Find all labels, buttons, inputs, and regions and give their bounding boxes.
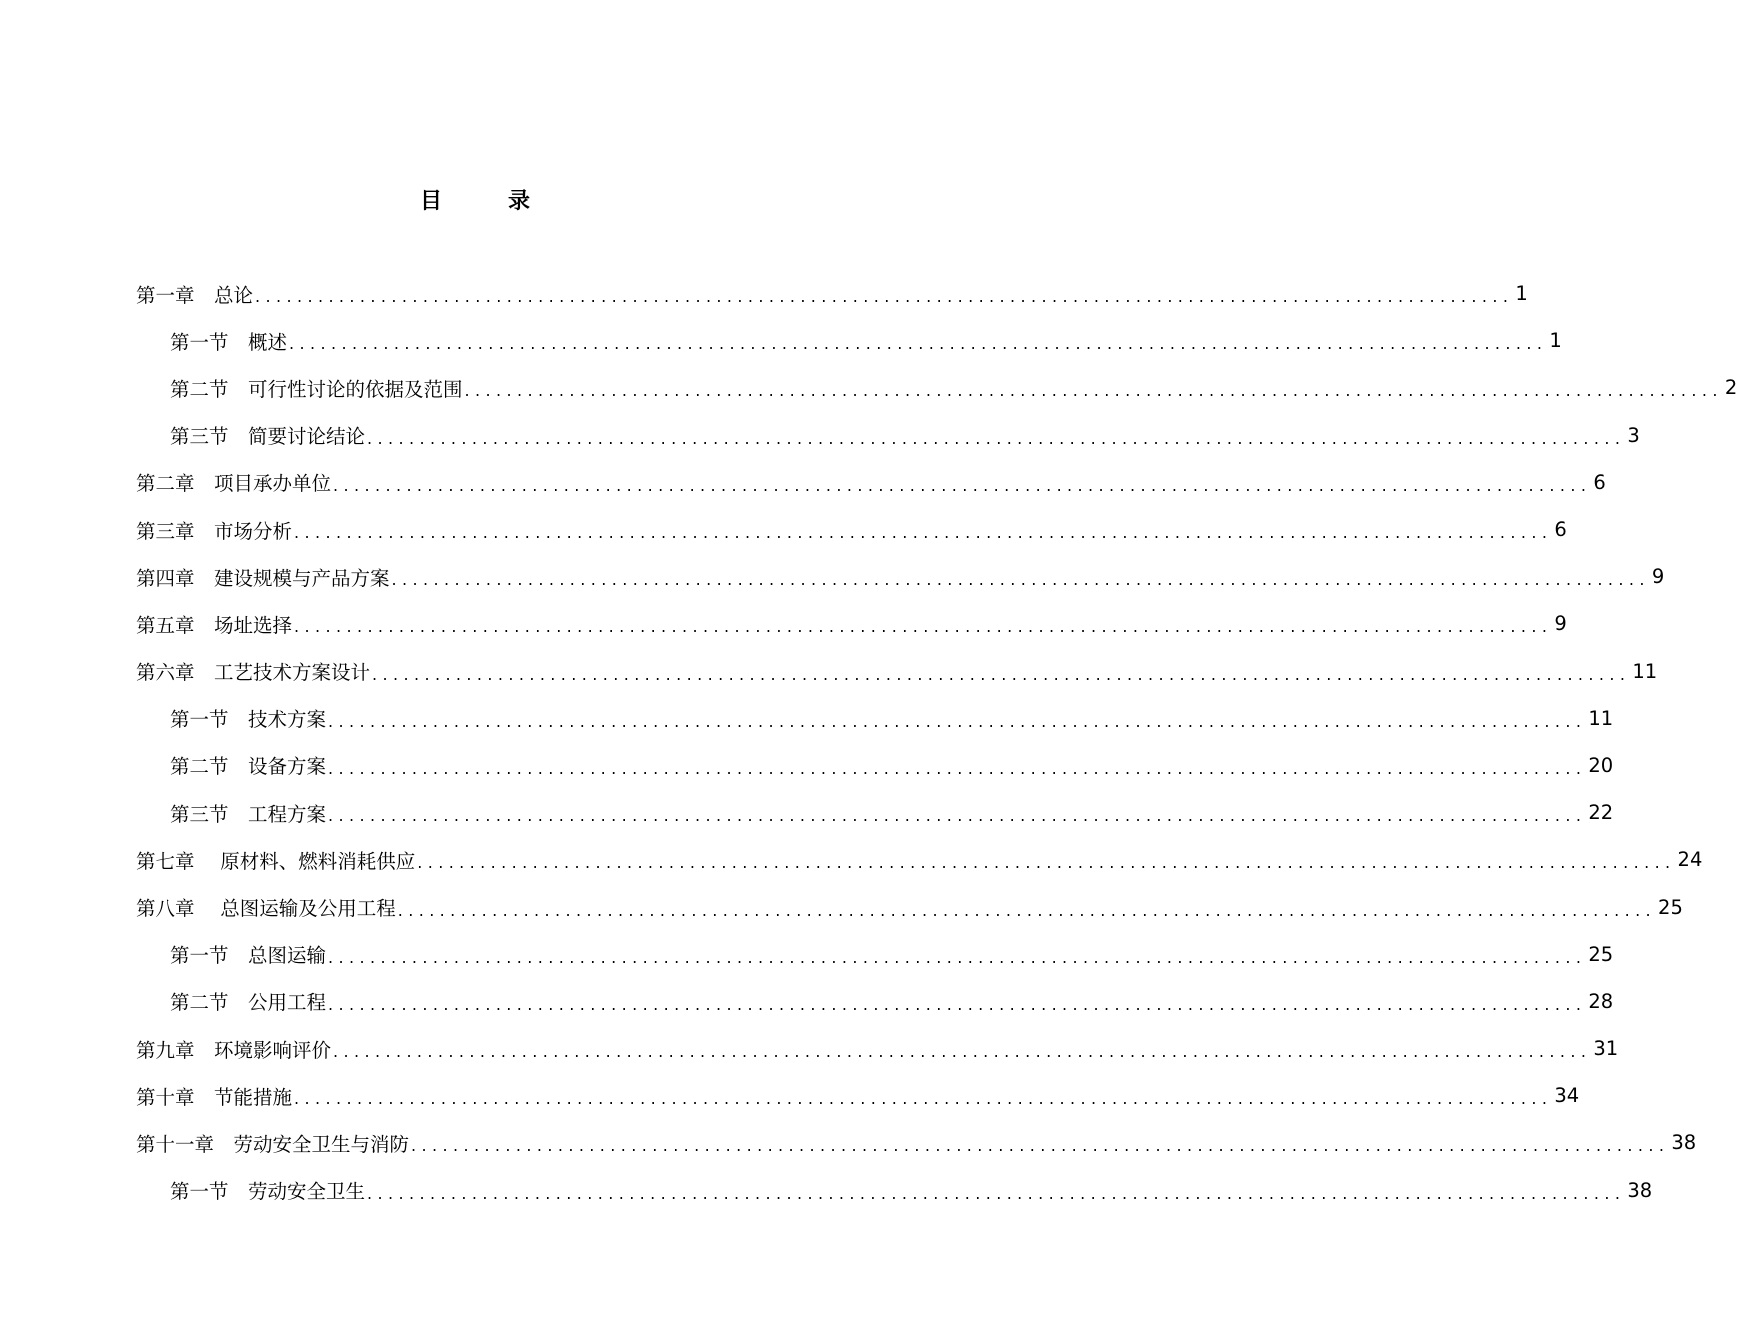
toc-entry-label: 第九章 [136,1038,195,1062]
toc-entry-page-number: 38 [1671,1131,1697,1155]
toc-leader-dots: ........................................................................................................................ [294,617,1553,637]
toc-entry-chapter[interactable] [0,459,1606,506]
toc-entry-heading: 环境影响评价 [214,1038,332,1062]
toc-entry-gap [195,846,221,874]
toc-leader-dots: ........................................................................................................................ [294,1089,1553,1109]
toc-leader-dots: ........................................................................................................................ [328,947,1587,967]
toc-entry-heading: 原材料、燃料消耗供应 [220,849,416,873]
toc-entry-heading: 概述 [248,330,288,354]
toc-leader-dots: ........................................................................................................................ [417,853,1676,873]
toc-entry-gap [214,1129,234,1157]
toc-entry-label: 第一节 [170,1180,229,1204]
toc-entry-page-number: 1 [1549,329,1562,353]
toc-entry-label: 第二节 [170,755,229,779]
toc-entry-gap [229,987,249,1015]
toc-entry-label: 第三节 [170,425,229,449]
toc-entry-gap [229,751,249,779]
toc-leader-dots: ........................................................................................................................ [333,1042,1592,1062]
toc-entry-label: 第一节 [170,708,229,732]
toc-entry-label: 第六章 [136,661,195,685]
toc-entry-label: 第一节 [170,330,229,354]
toc-leader-dots: ........................................................................................................................ [289,334,1548,354]
toc-leader-dots: ........................................................................................................................ [397,900,1657,920]
toc-entry-section[interactable] [0,978,1614,1025]
toc-leader-dots: ........................................................................................................................ [255,287,1514,307]
toc-entry-chapter[interactable] [0,1072,1580,1119]
toc-entry-gap [229,799,249,827]
toc-entry-gap [229,421,249,449]
toc-entry-label: 第二章 [136,472,195,496]
toc-leader-dots: ........................................................................................................................ [391,570,1650,590]
toc-entry-page-number: 9 [1554,612,1567,636]
toc-entry-heading: 总论 [214,283,254,307]
toc-entry-page-number: 31 [1593,1037,1619,1061]
toc-list [0,270,1737,1214]
toc-entry-page-number: 24 [1677,848,1703,872]
toc-entry-gap [195,657,215,685]
toc-entry-chapter[interactable] [0,883,1683,930]
toc-leader-dots: ........................................................................................................................ [294,523,1553,543]
toc-entry-heading: 建设规模与产品方案 [214,566,390,590]
toc-leader-dots: ........................................................................................................................ [367,1183,1626,1203]
toc-leader-dots: ........................................................................................................................ [367,428,1626,448]
toc-entry-gap [229,704,249,732]
toc-leader-dots: ........................................................................................................................ [464,381,1723,401]
toc-entry-heading: 场址选择 [214,613,293,637]
toc-entry-heading: 公用工程 [248,991,327,1015]
toc-entry-label: 第四章 [136,566,195,590]
toc-entry-chapter[interactable] [0,553,1665,600]
toc-entry-page-number: 25 [1658,895,1683,919]
toc-entry-gap [195,516,215,544]
toc-leader-dots: ........................................................................................................................ [328,806,1587,826]
toc-entry-chapter[interactable] [0,506,1567,553]
toc-entry-heading: 市场分析 [214,519,293,543]
toc-entry-section[interactable] [0,412,1640,459]
toc-entry-section[interactable] [0,742,1614,789]
toc-entry-label: 第七章 [136,849,195,873]
toc-entry-chapter[interactable] [0,270,1528,317]
toc-entry-page-number: 22 [1588,801,1614,825]
toc-entry-page-number: 1 [1515,282,1528,306]
toc-entry-gap [229,327,249,355]
toc-leader-dots: ........................................................................................................................ [328,711,1587,731]
toc-entry-label: 第五章 [136,613,195,637]
toc-entry-page-number: 38 [1627,1178,1653,1202]
toc-entry-section[interactable] [0,364,1737,411]
toc-entry-page-number: 25 [1588,942,1614,966]
toc-entry-heading: 劳动安全卫生与消防 [233,1132,410,1156]
toc-entry-heading: 工艺技术方案设计 [214,661,371,685]
toc-entry-heading: 项目承办单位 [214,472,332,496]
toc-entry-gap [229,1176,249,1204]
toc-title: 目 录 [419,189,552,214]
toc-entry-gap [195,1035,215,1063]
toc-entry-gap [229,940,249,968]
toc-entry-chapter[interactable] [0,836,1703,883]
toc-entry-page-number: 3 [1627,423,1640,447]
toc-entry-page-number: 11 [1632,659,1658,683]
toc-entry-label: 第一章 [136,283,195,307]
toc-entry-heading: 节能措施 [214,1085,293,1109]
toc-leader-dots: ........................................................................................................................ [333,475,1592,495]
toc-entry-page-number: 11 [1588,706,1614,730]
toc-entry-label: 第八章 [136,897,195,921]
toc-entry-heading: 劳动安全卫生 [248,1180,366,1204]
toc-entry-heading: 技术方案 [248,708,327,732]
toc-entry-chapter[interactable] [0,648,1658,695]
toc-entry-label: 第二节 [170,991,229,1015]
toc-entry-section[interactable] [0,789,1614,836]
toc-leader-dots: ........................................................................................................................ [328,994,1587,1014]
toc-entry-gap [195,1082,215,1110]
toc-entry-gap [195,563,215,591]
toc-entry-heading: 总图运输 [248,944,327,968]
toc-entry-heading: 工程方案 [248,802,327,826]
toc-entry-label: 第三章 [136,519,195,543]
toc-entry-heading: 总图运输及公用工程 [220,897,396,921]
toc-leader-dots: ........................................................................................................................ [372,664,1631,684]
toc-entry-page-number: 2 [1724,376,1737,400]
toc-entry-section[interactable] [0,931,1614,978]
toc-entry-section[interactable] [0,317,1562,364]
toc-entry-gap [195,280,215,308]
toc-entry-heading: 设备方案 [248,755,327,779]
toc-entry-label: 第十章 [136,1085,195,1109]
toc-entry-gap [195,893,221,921]
toc-entry-section[interactable] [0,1167,1653,1214]
toc-entry-label: 第二节 [170,377,229,401]
toc-entry-heading: 可行性讨论的依据及范围 [248,377,463,401]
toc-entry-page-number: 6 [1554,518,1567,542]
toc-entry-page-number: 6 [1593,470,1606,494]
toc-leader-dots: ........................................................................................................................ [411,1136,1670,1156]
toc-entry-label: 第十一章 [136,1132,215,1156]
toc-entry-heading: 简要讨论结论 [248,425,366,449]
toc-entry-gap [195,468,215,496]
toc-entry-gap [229,374,249,402]
toc-entry-page-number: 28 [1588,989,1614,1013]
toc-entry-section[interactable] [0,695,1614,742]
toc-entry-label: 第一节 [170,944,229,968]
toc-entry-page-number: 34 [1554,1084,1580,1108]
toc-leader-dots: ........................................................................................................................ [328,758,1587,778]
toc-entry-chapter[interactable] [0,1025,1619,1072]
toc-entry-chapter[interactable] [0,1119,1697,1166]
toc-entry-label: 第三节 [170,802,229,826]
toc-entry-page-number: 20 [1588,753,1614,777]
toc-entry-page-number: 9 [1651,565,1665,589]
toc-entry-chapter[interactable] [0,600,1567,647]
toc-entry-gap [195,610,215,638]
